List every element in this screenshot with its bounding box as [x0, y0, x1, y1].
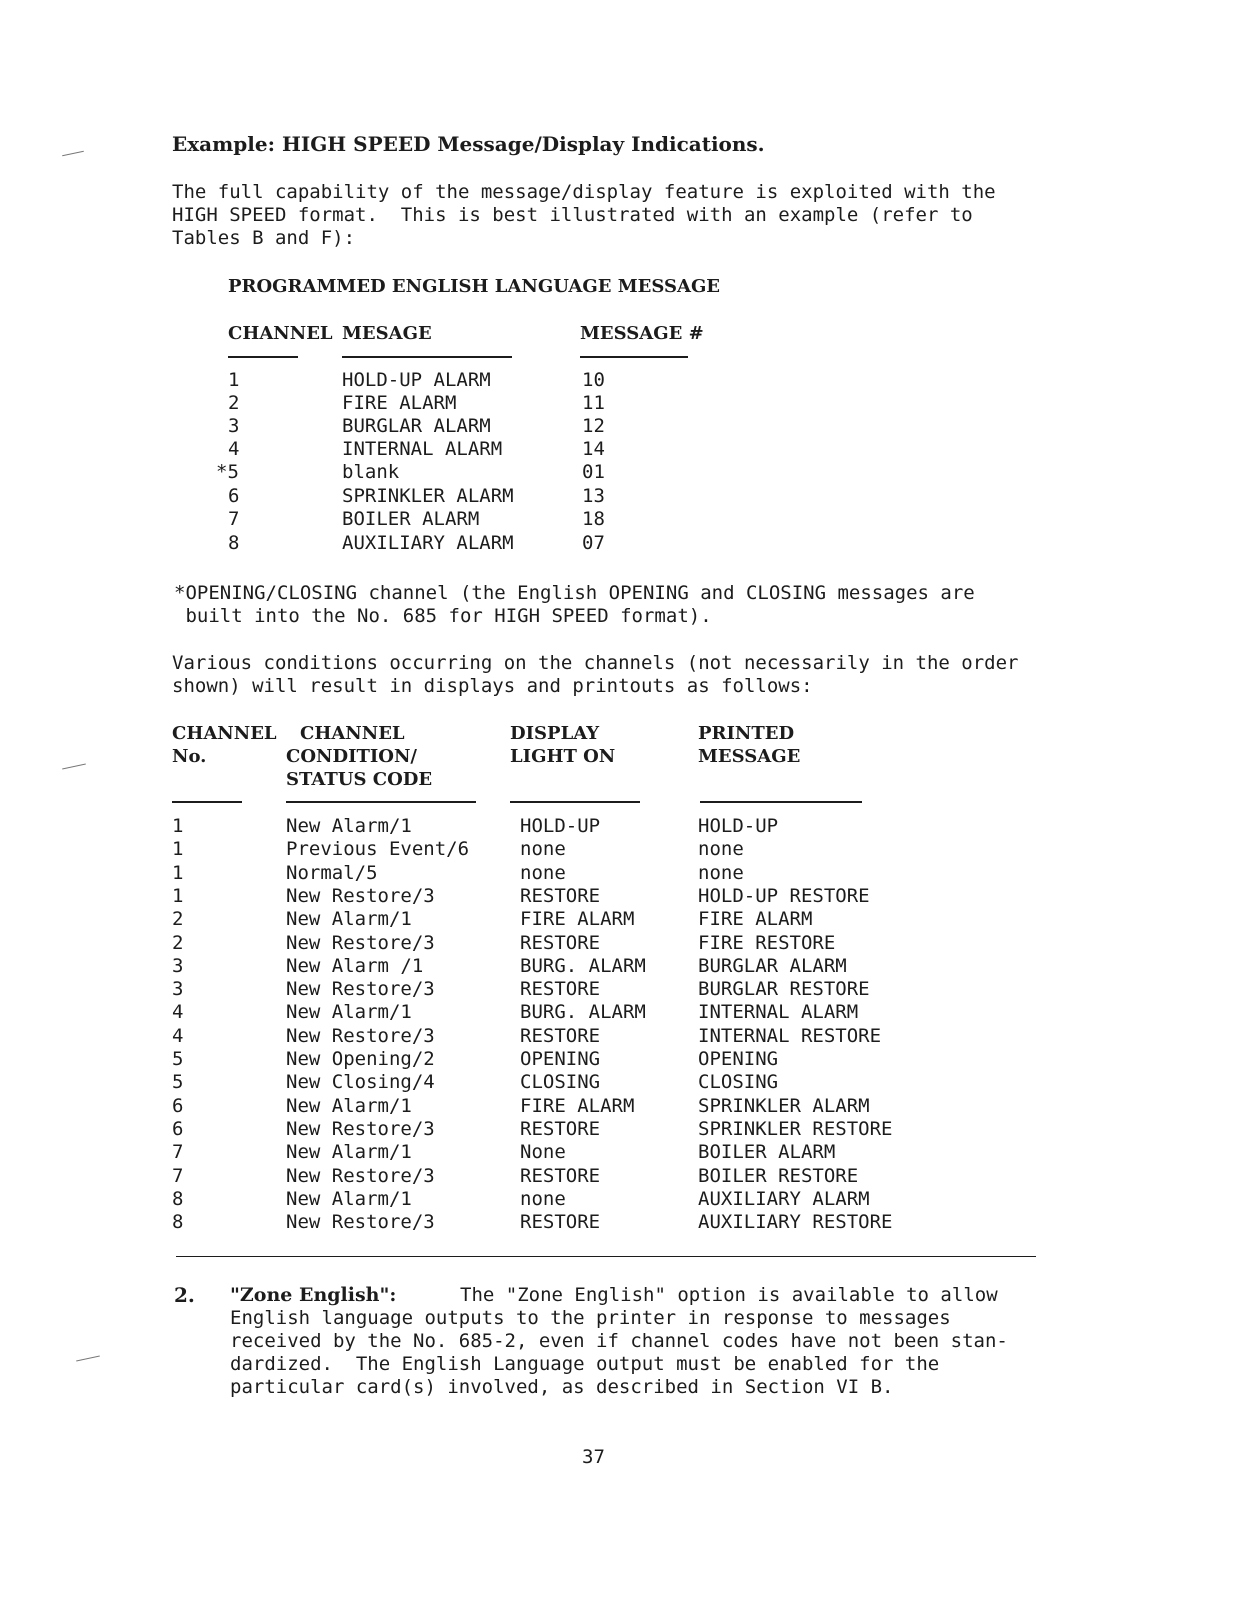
- footnote-line: built into the No. 685 for HIGH SPEED format).: [174, 605, 712, 627]
- table-cell: FIRE RESTORE: [698, 931, 836, 954]
- table-cell: none: [520, 838, 566, 861]
- section-title: "Zone English":: [230, 1284, 397, 1306]
- table-cell: 6: [172, 1117, 184, 1140]
- example-heading: Example: HIGH SPEED Message/Display Indications.: [172, 132, 765, 156]
- table-cell: AUXILIARY ALARM: [342, 532, 514, 554]
- section-line: received by the No. 685-2, even if channel codes have not been stan-: [230, 1330, 1008, 1352]
- table-cell: SPRINKLER RESTORE: [698, 1117, 893, 1140]
- table-cell: BURGLAR RESTORE: [698, 978, 870, 1001]
- table-cell: 7: [172, 1164, 184, 1187]
- table-cell: CLOSING: [520, 1071, 601, 1094]
- table-cell: 2: [172, 931, 184, 954]
- table-cell: 14: [582, 438, 605, 460]
- conditions-header-printed: PRINTED: [698, 723, 795, 744]
- table-cell: RESTORE: [520, 1117, 601, 1140]
- table-cell: none: [698, 838, 744, 861]
- header-underline: [172, 801, 242, 803]
- table-cell: New Restore/3: [286, 1164, 435, 1187]
- footnote-line: *OPENING/CLOSING channel (the English OPENING and CLOSING messages are: [174, 582, 975, 604]
- scan-mark: [76, 1356, 100, 1362]
- table-cell: HOLD-UP RESTORE: [698, 884, 870, 907]
- table-cell: AUXILIARY ALARM: [698, 1187, 870, 1210]
- table-cell: 2: [172, 908, 184, 931]
- programmed-header-message: MESAGE: [342, 323, 432, 344]
- table-cell: New Opening/2: [286, 1048, 435, 1070]
- header-underline: [700, 801, 862, 803]
- header-underline: [510, 801, 640, 803]
- table-cell: 10: [582, 369, 605, 391]
- table-cell: New Restore/3: [286, 1024, 435, 1047]
- conditions-header-channel: CHANNEL: [172, 723, 277, 744]
- table-cell: New Alarm/1: [286, 1141, 412, 1164]
- table-cell: BOILER RESTORE: [698, 1164, 859, 1187]
- header-underline: [342, 356, 512, 358]
- table-cell: CLOSING: [698, 1071, 779, 1094]
- programmed-header-number: MESSAGE #: [580, 323, 704, 344]
- table-cell: none: [520, 861, 566, 884]
- conditions-header-condition: STATUS CODE: [286, 769, 433, 790]
- table-cell: RESTORE: [520, 978, 601, 1001]
- table-cell: New Alarm/1: [286, 1001, 412, 1024]
- table-cell: New Restore/3: [286, 978, 435, 1001]
- conditions-header-channel: No.: [172, 746, 207, 767]
- table-cell: HOLD-UP ALARM: [342, 369, 491, 391]
- table-cell: 18: [582, 508, 605, 530]
- table-cell: 01: [582, 461, 605, 483]
- table-cell: 1: [172, 861, 184, 884]
- conditions-header-printed: MESSAGE: [698, 746, 801, 767]
- table-cell: 3: [228, 415, 240, 437]
- table-cell: Previous Event/6: [286, 838, 470, 861]
- section-number: 2.: [174, 1283, 195, 1307]
- table-cell: FIRE ALARM: [698, 908, 813, 931]
- table-cell: 13: [582, 485, 605, 507]
- conditions-header-display: DISPLAY: [510, 723, 600, 744]
- table-cell: 6: [228, 485, 240, 507]
- table-cell: FIRE ALARM: [342, 392, 457, 414]
- header-underline: [286, 801, 476, 803]
- various-line: shown) will result in displays and printouts as follows:: [172, 675, 813, 697]
- table-cell: 8: [172, 1211, 184, 1234]
- table-cell: New Alarm /1: [286, 954, 424, 977]
- table-cell: none: [520, 1187, 566, 1210]
- intro-line: The full capability of the message/display feature is exploited with the: [172, 181, 996, 203]
- table-cell: BOILER ALARM: [342, 508, 480, 530]
- table-cell: 6: [172, 1094, 184, 1117]
- table-cell: 12: [582, 415, 605, 437]
- scan-mark: [62, 764, 86, 770]
- table-cell: 7: [172, 1141, 184, 1164]
- table-cell: 4: [228, 438, 240, 460]
- table-cell: New Closing/4: [286, 1071, 435, 1094]
- table-cell: SPRINKLER ALARM: [698, 1094, 870, 1117]
- table-cell: BURGLAR ALARM: [342, 415, 491, 437]
- table-cell: HOLD-UP: [520, 815, 601, 837]
- section-line: English language outputs to the printer in response to messages: [230, 1307, 951, 1329]
- table-cell: 8: [172, 1187, 184, 1210]
- table-cell: 1: [228, 369, 240, 391]
- section-line: dardized. The English Language output must be enabled for the: [230, 1353, 940, 1375]
- conditions-header-condition: CONDITION/: [286, 746, 418, 767]
- table-cell: RESTORE: [520, 1211, 601, 1234]
- table-cell: RESTORE: [520, 1024, 601, 1047]
- table-cell: 5: [172, 1048, 184, 1070]
- programmed-header-channel: CHANNEL: [228, 323, 333, 344]
- programmed-title: PROGRAMMED ENGLISH LANGUAGE MESSAGE: [228, 276, 721, 297]
- section-line: particular card(s) involved, as described in Section VI B.: [230, 1376, 894, 1398]
- table-cell: 5: [172, 1071, 184, 1094]
- table-cell: 2: [228, 392, 240, 414]
- conditions-header-condition: CHANNEL: [300, 723, 405, 744]
- table-cell: New Alarm/1: [286, 908, 412, 931]
- table-cell: New Alarm/1: [286, 815, 412, 837]
- scan-mark: [62, 151, 84, 157]
- table-cell: 3: [172, 954, 184, 977]
- table-cell: OPENING: [520, 1048, 601, 1070]
- table-cell: HOLD-UP: [698, 815, 779, 837]
- table-cell: New Restore/3: [286, 884, 435, 907]
- header-underline: [228, 356, 298, 358]
- table-cell: New Restore/3: [286, 1117, 435, 1140]
- page-number: 37: [582, 1446, 605, 1468]
- table-cell: 1: [172, 884, 184, 907]
- table-cell: 11: [582, 392, 605, 414]
- table-cell: BURGLAR ALARM: [698, 954, 847, 977]
- table-cell: 1: [172, 838, 184, 861]
- table-cell: SPRINKLER ALARM: [342, 485, 514, 507]
- table-cell: RESTORE: [520, 884, 601, 907]
- table-cell: none: [698, 861, 744, 884]
- table-cell: *5: [216, 461, 239, 483]
- table-cell: INTERNAL RESTORE: [698, 1024, 882, 1047]
- table-cell: FIRE ALARM: [520, 908, 635, 931]
- table-cell: 3: [172, 978, 184, 1001]
- table-cell: BOILER ALARM: [698, 1141, 836, 1164]
- table-cell: BURG. ALARM: [520, 1001, 646, 1024]
- table-cell: New Restore/3: [286, 1211, 435, 1234]
- table-cell: 4: [172, 1024, 184, 1047]
- table-cell: 4: [172, 1001, 184, 1024]
- section-line: The "Zone English" option is available to allow: [460, 1284, 998, 1306]
- intro-line: Tables B and F):: [172, 227, 356, 249]
- table-cell: New Restore/3: [286, 931, 435, 954]
- various-line: Various conditions occurring on the channels (not necessarily in the order: [172, 652, 1019, 674]
- table-cell: 8: [228, 532, 240, 554]
- table-cell: OPENING: [698, 1048, 779, 1070]
- table-cell: blank: [342, 461, 400, 483]
- table-cell: Normal/5: [286, 861, 378, 884]
- table-cell: New Alarm/1: [286, 1094, 412, 1117]
- header-underline: [580, 356, 688, 358]
- table-cell: INTERNAL ALARM: [698, 1001, 859, 1024]
- intro-line: HIGH SPEED format. This is best illustrated with an example (refer to: [172, 204, 973, 226]
- section-divider: [176, 1256, 1036, 1257]
- table-cell: INTERNAL ALARM: [342, 438, 503, 460]
- table-cell: BURG. ALARM: [520, 954, 646, 977]
- table-cell: 07: [582, 532, 605, 554]
- table-cell: 7: [228, 508, 240, 530]
- table-cell: AUXILIARY RESTORE: [698, 1211, 893, 1234]
- table-cell: RESTORE: [520, 1164, 601, 1187]
- table-cell: 1: [172, 815, 184, 837]
- table-cell: FIRE ALARM: [520, 1094, 635, 1117]
- conditions-header-display: LIGHT ON: [510, 746, 616, 767]
- table-cell: None: [520, 1141, 566, 1164]
- table-cell: New Alarm/1: [286, 1187, 412, 1210]
- table-cell: RESTORE: [520, 931, 601, 954]
